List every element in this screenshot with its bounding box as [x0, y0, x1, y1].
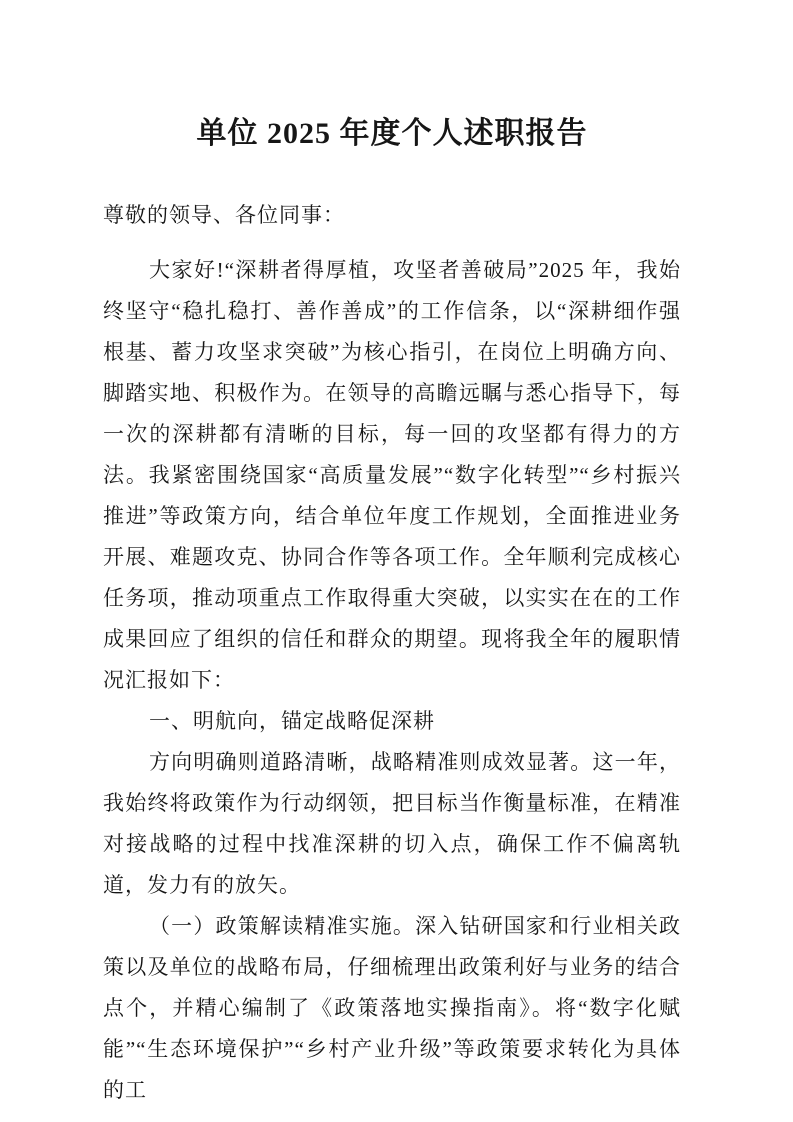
body-paragraph: 大家好!“深耕者得厚植，攻坚者善破局”2025 年，我始终坚守“稳扎稳打、善作善成”的工作信条，以“深耕细作强根基、蓄力攻坚求突破”为核心指引，在岗位上明确方向、脚踏实地、积极作为。在领导的高瞻远瞩与悉心指导下，每一次的深耕都有清晰的目标，每一回的攻坚都有得力的方法。我紧密围绕国家“高质量发展”“数字化转型”“乡村振兴推进”等政策方向，结合单位年度工作规划，全面推进业务开展、难题攻克、协同合作等各项工作。全年顺利完成核心任务项，推动项重点工作取得重大突破，以实实在在的工作成果回应了组织的信任和群众的期望。现将我全年的履职情况汇报如下： [103, 258, 681, 692]
salutation: 尊敬的领导、各位同事： [103, 203, 345, 227]
document-title: 单位 2025 年度个人述职报告 [196, 117, 588, 150]
body-paragraph: （一）政策解读精准实施。深入钻研国家和行业相关政策以及单位的战略布局，仔细梳理出政策利好与业务的结合点个，并精心编制了《政策落地实操指南》。将“数字化赋能”“生态环境保护”“乡村产业升级”等政策要求转化为具体的工 [103, 914, 681, 1102]
body-paragraph: 方向明确则道路清晰，战略精准则成效显著。这一年，我始终将政策作为行动纲领，把目标当作衡量标准，在精准对接战略的过程中找准深耕的切入点，确保工作不偏离轨道，发力有的放矢。 [103, 750, 681, 897]
document-body [103, 250, 681, 1111]
section-heading: 一、明航向，锚定战略促深耕 [149, 709, 435, 733]
